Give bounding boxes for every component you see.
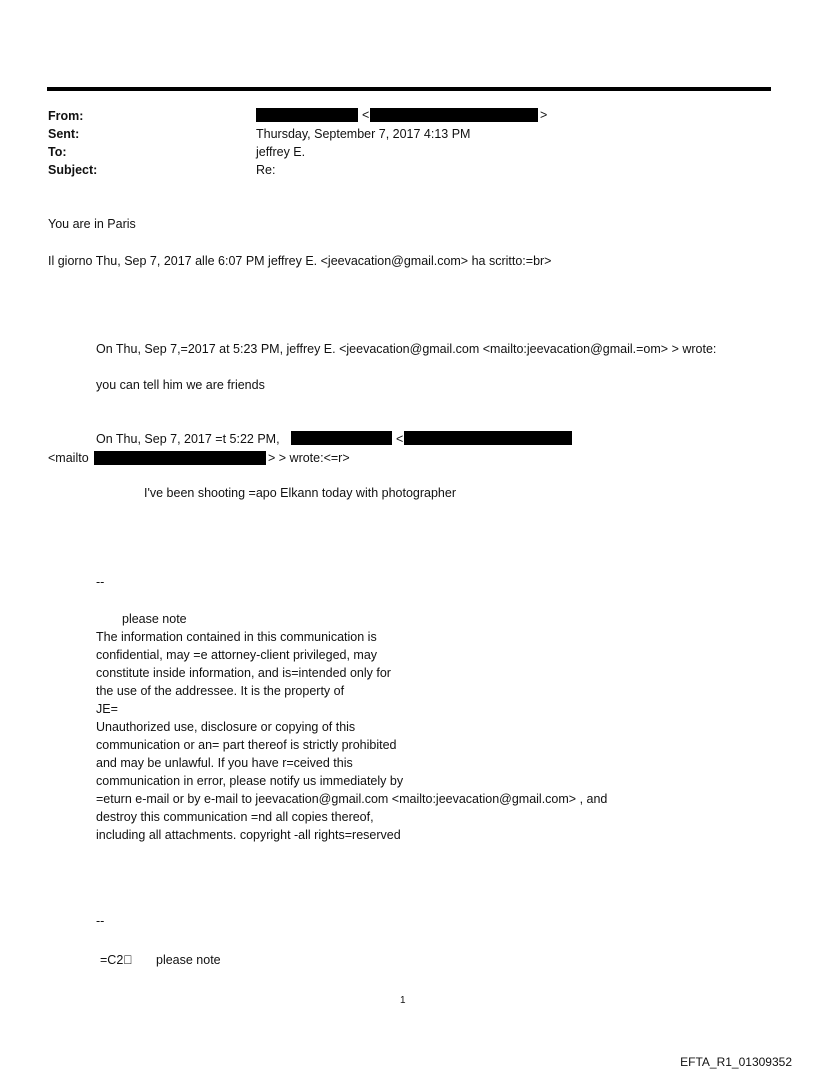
disclaimer-line: communication or an= part thereof is strictly prohibited (96, 738, 397, 752)
from-label: From: (48, 109, 84, 123)
disclaimer-line: The information contained in this communication is (96, 630, 377, 644)
disclaimer-line: the use of the addressee. It is the property of (96, 684, 345, 698)
disclaimer-line: JE= (96, 702, 118, 716)
subject-value: Re: (256, 163, 276, 177)
redaction-box (256, 108, 358, 122)
page-number: 1 (400, 995, 406, 1006)
quote-2-lt: < (396, 432, 404, 446)
signature-separator: -- (96, 575, 105, 589)
signature-separator-2: -- (96, 914, 105, 928)
disclaimer-line: communication in error, please notify us immediately by (96, 774, 404, 788)
subject-label: Subject: (48, 163, 98, 177)
redaction-box (370, 108, 538, 122)
redaction-box (404, 431, 572, 445)
disclaimer-line: Unauthorized use, disclosure or copying of this (96, 720, 356, 734)
disclaimer-line: and may be unlawful. If you have r=ceived this (96, 756, 353, 770)
disclaimer-line: confidential, may =e attorney-client privileged, may (96, 648, 378, 662)
from-lt: < (362, 108, 370, 122)
disclaimer-block (96, 628, 607, 844)
quote-2-text: I've been shooting =apo Elkann today with photographer (144, 486, 456, 500)
to-label: To: (48, 145, 67, 159)
sent-label: Sent: (48, 127, 80, 141)
redaction-box (94, 451, 266, 465)
encoding-artifact: =C2  (100, 953, 133, 967)
please-note: please note (122, 612, 187, 626)
disclaimer-line: destroy this communication =nd all copies thereof, (96, 810, 374, 824)
quote-2-header: On Thu, Sep 7, 2017 =t 5:22 PM, (96, 432, 280, 446)
quote-2-wrote: > > wrote:<=r> (268, 451, 350, 465)
disclaimer-line: constitute inside information, and is=intended only for (96, 666, 391, 680)
quote-1-reply: you can tell him we are friends (96, 378, 265, 392)
disclaimer-line: =eturn e-mail or by e-mail to jeevacation@gmail.com <mailto:jeevacation@gmail.com> , and (96, 792, 608, 806)
quote-2-mailto: <mailto (48, 451, 89, 465)
quote-1-header: On Thu, Sep 7,=2017 at 5:23 PM, jeffrey E. <jeevacation@gmail.com <mailto:jeevacation@gmail.=om> > wrote: (96, 342, 717, 356)
redaction-box (291, 431, 392, 445)
document-id: EFTA_R1_01309352 (680, 1055, 792, 1069)
to-value: jeffrey E. (256, 145, 306, 159)
please-note-2: please note (156, 953, 221, 967)
body-line-1: You are in Paris (48, 217, 136, 231)
disclaimer-line: including all attachments. copyright -all rights=reserved (96, 828, 401, 842)
sent-value: Thursday, September 7, 2017 4:13 PM (256, 127, 471, 141)
from-gt: > (540, 108, 548, 122)
header-rule (47, 87, 771, 91)
body-line-2: Il giorno Thu, Sep 7, 2017 alle 6:07 PM jeffrey E. <jeevacation@gmail.com> ha scritto:=br> (48, 254, 552, 268)
